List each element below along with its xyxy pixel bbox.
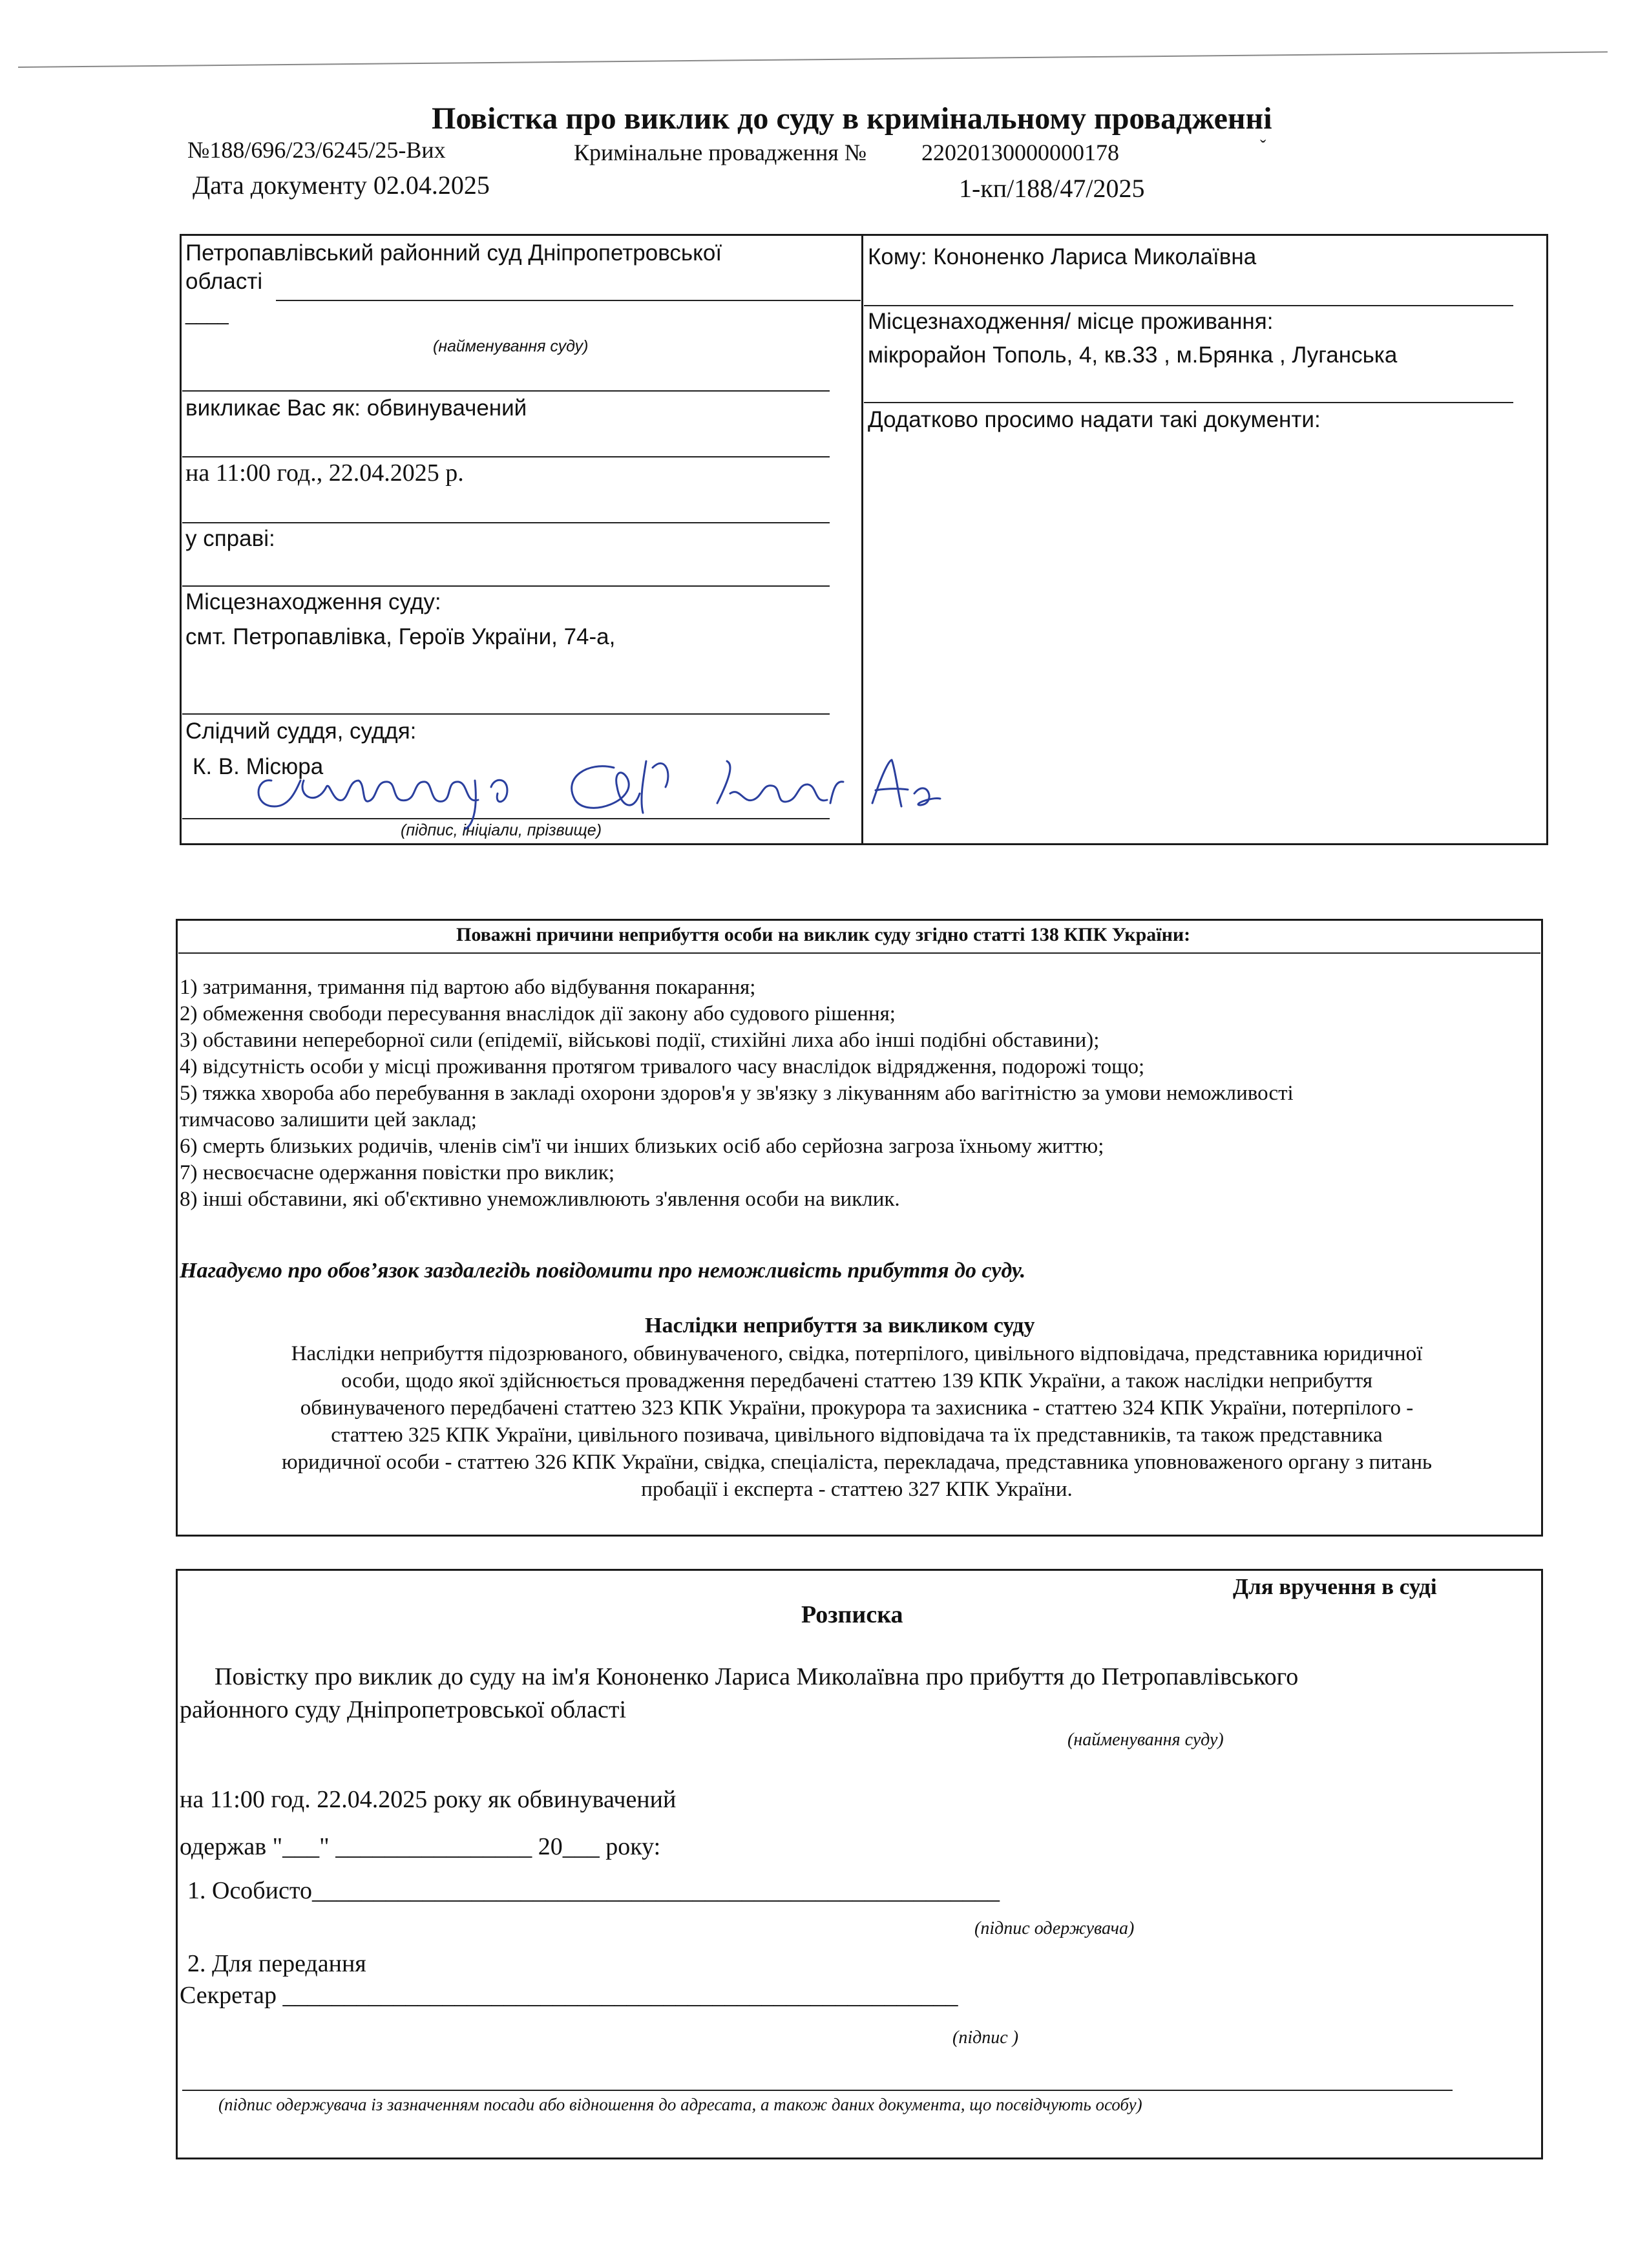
consequences-line: статтею 325 КПК України, цивільного позивача, цивільного відповідача та їх представників, та також представника	[331, 1423, 1383, 1447]
reason-item: 3) обставини непереборної сили (епідемії, військові події, стихійні лиха або інші подібні обставини);	[180, 1029, 1100, 1052]
receipt-summons-line1: Повістку про виклик до суду на ім'я Кононенко Лариса Миколаївна про прибуття до Петропавлівського	[215, 1663, 1299, 1690]
receipt-personally: 1. Особисто________________________________________________________	[187, 1877, 1000, 1904]
consequences-line: Наслідки неприбуття підозрюваного, обвинуваченого, свідка, потерпілого, цивільного відповідача, представника юридичної	[291, 1342, 1423, 1365]
reason-item: 1) затримання, тримання під вартою або відбування покарання;	[180, 976, 756, 999]
handwritten-signature	[252, 742, 950, 832]
court-name-line2: області	[185, 269, 263, 294]
court-dash: ____	[185, 304, 229, 325]
documents-request: Додатково просимо надати такі документи:	[868, 407, 1321, 432]
receipt-received: одержав "___" ________________ 20___ року:	[180, 1833, 661, 1860]
receipt-when: на 11:00 год. 22.04.2025 року як обвинувачений	[180, 1786, 677, 1813]
judge-name: К. В. Місюра	[193, 754, 324, 779]
for-court-label: Для вручення в суді	[1233, 1574, 1437, 1599]
reason-item: 5) тяжка хвороба або перебування в закладі охорони здоров'я у зв'язку з лікуванням або вагітністю за умови неможливості	[180, 1082, 1294, 1105]
consequences-text	[178, 1340, 1535, 1503]
reasons-title: Поважні причини неприбуття особи на виклик суду згідно статті 138 КПК України:	[456, 924, 1191, 945]
line-after-datetime	[182, 522, 830, 523]
judge-label: Слідчий суддя, суддя:	[185, 719, 417, 744]
reason-item: 6) смерть близьких родичів, членів сім'ї чи інших близьких осіб або серйозна загроза їхньому життю;	[180, 1135, 1104, 1158]
appearance-datetime: на 11:00 год., 22.04.2025 р.	[185, 459, 464, 487]
consequences-line: обвинуваченого передбачені статтею 323 КПК України, прокурора та захисника - статтею 324 КПК України, потерпілого -	[300, 1396, 1414, 1420]
line-after-recipient	[864, 305, 1513, 306]
proceeding-label: Кримінальне провадження №	[574, 140, 867, 165]
reason-item: 4) відсутність особи у місці проживання протягом тривалого часу внаслідок відрядження, подорожі тощо;	[180, 1055, 1145, 1078]
reminder-text: Нагадуємо про обов’язок заздалегідь повідомити про неможливість прибуття до суду.	[180, 1259, 1026, 1283]
reason-item: 2) обмеження свободи пересування внаслідок дії закону або судового рішення;	[180, 1002, 896, 1025]
footer-signature-caption: (підпис одержувача із зазначенням посади або відношення до адресата, а також даних документа, що посвідчують особу)	[218, 2095, 1142, 2114]
court-location-value: смт. Петропавлівка, Героїв України, 74-а,	[185, 624, 616, 649]
reason-item: тимчасово залишити цей заклад;	[180, 1108, 477, 1131]
line-after-address	[864, 402, 1513, 403]
reasons-list	[180, 974, 1294, 1213]
document-title: Повістка про виклик до суду в кримінальному провадженні	[432, 101, 1272, 136]
recipient-address-value: мікрорайон Тополь, 4, кв.33 , м.Брянка , Луганська	[868, 342, 1398, 368]
recipient-signature-caption: (підпис одержувача)	[974, 1918, 1135, 1938]
secretary-signature-caption: (підпис )	[952, 2028, 1019, 2048]
case-number: 1-кп/188/47/2025	[959, 174, 1145, 203]
receipt-secretary: Секретар _______________________________________________________	[180, 1982, 958, 2009]
reasons-title-underline	[178, 952, 1540, 954]
court-location-label: Місцезнаходження суду:	[185, 589, 441, 614]
document-date: Дата документу 02.04.2025	[193, 171, 490, 200]
footer-signature-line	[182, 2090, 1453, 2091]
receipt-box	[176, 1569, 1543, 2159]
consequences-line: пробації і експерта - статтею 327 КПК України.	[641, 1478, 1073, 1501]
court-name-caption: (найменування суду)	[433, 337, 589, 355]
recipient-address-label: Місцезнаходження/ місце проживання:	[868, 309, 1274, 334]
court-name-line	[276, 300, 861, 301]
court-name: Петропавлівський районний суд Дніпропетровської	[185, 240, 722, 266]
line-after-case	[182, 585, 830, 587]
consequences-line: особи, щодо якої здійснюється провадження передбачені статтею 139 КПК України, а також наслідки неприбуття	[341, 1369, 1373, 1392]
summoned-as: викликає Вас як: обвинувачений	[185, 395, 527, 421]
receipt-court-caption: (найменування суду)	[1067, 1730, 1224, 1750]
line-after-location	[182, 713, 830, 715]
line-after-role	[182, 456, 830, 457]
signature-caption: (підпис, ініціали, прізвище)	[401, 821, 602, 839]
consequences-line: юридичної особи - статтею 326 КПК України, свідка, спеціаліста, перекладача, представника уповноваженого органу з питань	[281, 1451, 1433, 1474]
reason-item: 7) несвоєчасне одержання повістки про виклик;	[180, 1161, 615, 1184]
recipient-name: Кому: Кононенко Лариса Миколаївна	[868, 244, 1257, 269]
receipt-title: Розписка	[801, 1601, 903, 1628]
scan-mark: ˇ	[1260, 137, 1266, 157]
reason-item: 8) інші обставини, які об'єктивно унеможливлюють з'явлення особи на виклик.	[180, 1188, 900, 1211]
line-after-court	[182, 390, 830, 392]
consequences-title: Наслідки неприбуття за викликом суду	[645, 1314, 1035, 1338]
in-case-label: у справі:	[185, 526, 275, 551]
receipt-summons-line2: районного суду Дніпропетровської області	[180, 1696, 626, 1723]
receipt-transfer: 2. Для передання	[187, 1950, 366, 1977]
proceeding-number: 22020130000000178	[921, 140, 1119, 165]
scan-edge-line	[18, 51, 1608, 68]
document-number: №188/696/23/6245/25-Вих	[187, 137, 446, 163]
